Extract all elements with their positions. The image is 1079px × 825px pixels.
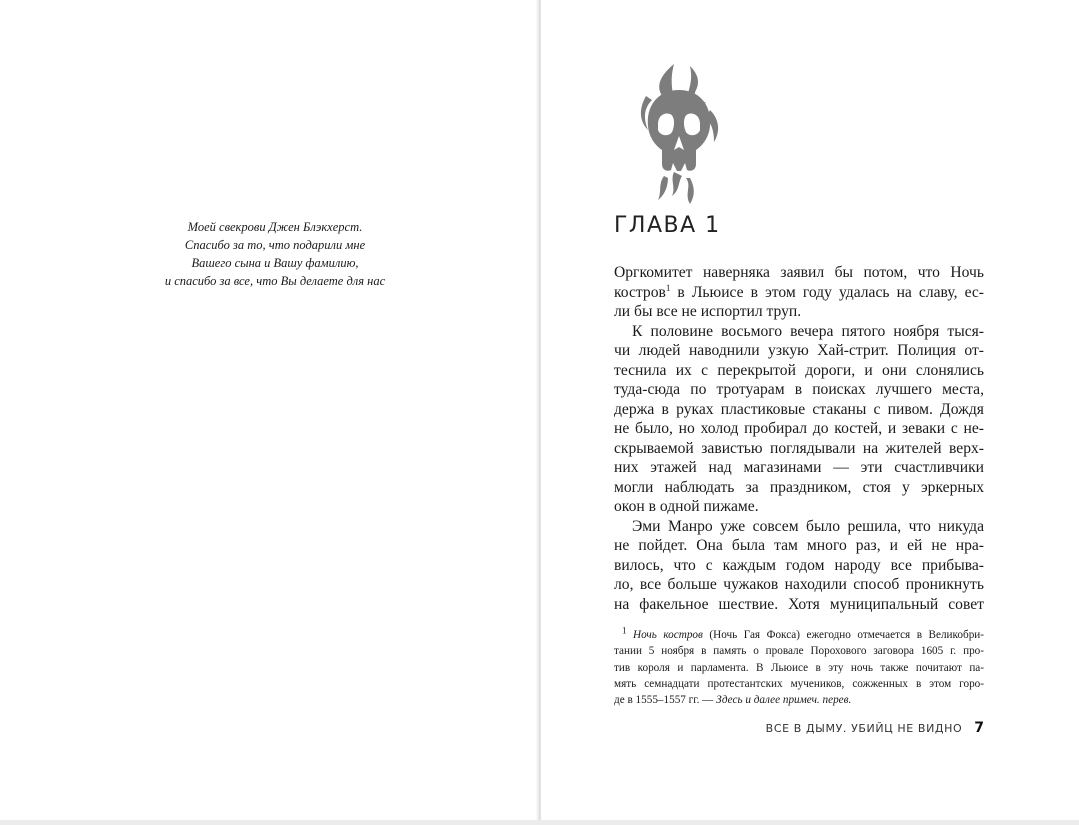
text-line: вилось, что с каждым годом народу все прибыва- — [614, 556, 984, 574]
paragraph — [614, 322, 984, 517]
chapter-body-text — [614, 263, 984, 614]
footnote — [614, 627, 984, 708]
footnote-marker: 1 — [622, 625, 627, 636]
text-line: туда-сюда по тротуарам в поисках лучшего места, — [614, 381, 984, 398]
text-line: ли бы все не испортил труп. — [614, 303, 802, 320]
page-number: 7 — [974, 720, 984, 736]
text-line: могли наблюдать за праздником, стоя у эркерных — [614, 478, 984, 496]
bottom-edge — [0, 820, 1079, 825]
footnote-line — [614, 627, 984, 643]
text-line: держа в руках пластиковые стаканы с пивом. Дождя — [614, 400, 984, 418]
text-line: скрываемой завистью поглядывали на жителей верх- — [614, 439, 984, 457]
text-fragment: костров — [614, 283, 666, 301]
paragraph — [614, 517, 984, 615]
text-fragment: (Ночь Гая Фокса) ежегодно отмечается в Великобри- — [702, 629, 985, 641]
text-line — [614, 283, 984, 303]
dedication-line: Вашего сына и Вашу фамилию, — [191, 256, 359, 270]
dedication — [110, 218, 440, 290]
text-line: не пойдет. Она была там много раз, и ей не нра- — [614, 537, 984, 554]
text-line: на факельное шествие. Хотя муниципальный совет — [614, 595, 984, 613]
dedication-line: Спасибо за то, что подарили мне — [184, 238, 366, 252]
chapter-title: ГЛАВА 1 — [614, 213, 721, 238]
text-line: К половине восьмого вечера пятого ноября тыся- — [632, 322, 984, 340]
dedication-line: и спасибо за все, что Вы делаете для нас — [164, 274, 386, 288]
text-line: не было, но холод пробирал до костей, и зеваки с не- — [614, 420, 984, 437]
text-line: теснила их с перекрытой дороги, и они слонялись — [614, 361, 984, 379]
book-title: ВСЕ В ДЫМУ. УБИЙЦ НЕ ВИДНО — [765, 722, 963, 735]
left-page — [0, 0, 538, 820]
skull-smoke-icon — [634, 60, 724, 208]
text-line: ло, все больше чужаков находили способ проникнуть — [614, 576, 984, 593]
footnote-line — [614, 692, 984, 708]
dedication-line: Моей свекрови Джен Блэкхерст. — [187, 220, 363, 234]
text-line: Эми Манро уже совсем было решила, что никуда — [632, 517, 984, 535]
text-fragment: в Льюисе в этом году удалась на славу, ес- — [670, 283, 984, 301]
text-line: окон в одной пижаме. — [614, 498, 759, 515]
running-head — [700, 720, 984, 736]
footnote-reference[interactable]: 1 — [665, 282, 671, 293]
footnote-term: Ночь костров — [633, 629, 703, 641]
text-line: чи людей наводнили узкую Хай-стрит. Полиция от- — [614, 342, 984, 359]
footnote-line: тив короля и парламента. В Льюисе в эту ночь также почитают па- — [614, 661, 984, 674]
paragraph — [614, 263, 984, 322]
text-fragment: де в 1555–1557 гг. — — [614, 694, 717, 707]
footnote-line: тании 5 ноября в память о провале Порохового заговора 1605 г. про- — [614, 645, 984, 658]
text-line: них этажей над магазинами — эти счастливчики — [614, 459, 984, 476]
footnote-line: мять семнадцати протестантских мучеников, сожженных в этом горо- — [614, 677, 984, 690]
text-line: Оргкомитет наверняка заявил бы потом, что Ночь — [614, 264, 984, 281]
translator-note: Здесь и далее примеч. перев. — [716, 694, 852, 707]
